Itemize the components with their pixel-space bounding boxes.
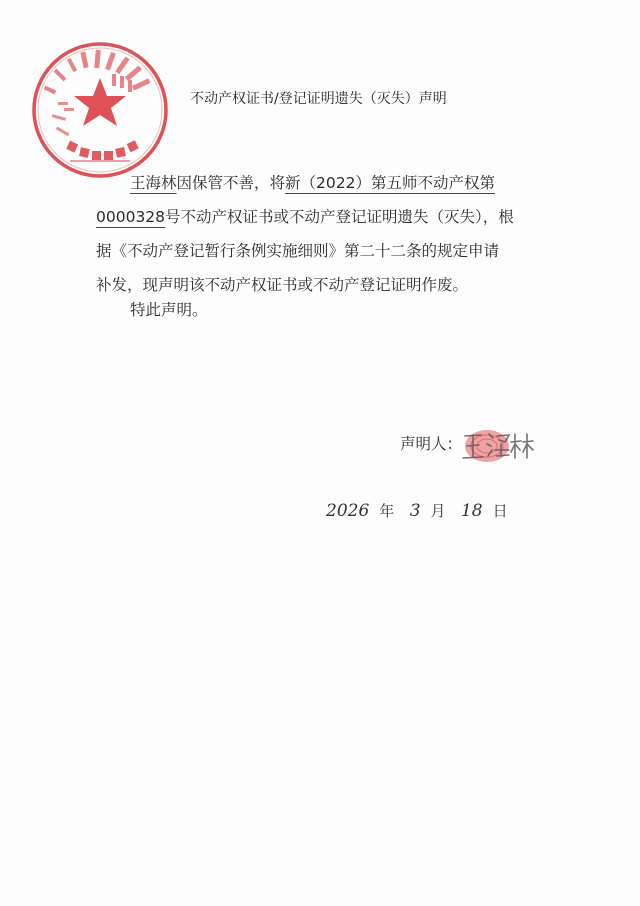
closing-statement: 特此声明。 <box>130 301 208 319</box>
certificate-number-part-b: 0000328 <box>96 208 166 226</box>
declaration-date <box>326 500 518 521</box>
date-year: 2026 <box>326 501 370 521</box>
seal-text <box>34 70 35 71</box>
date-day: 18 <box>460 501 483 521</box>
document-title: 不动产权证书/登记证明遗失（灭失）声明 <box>190 91 447 107</box>
paragraph-line-4 <box>96 268 556 302</box>
declarant-label: 声明人： <box>400 435 463 453</box>
date-month: 3 <box>409 501 421 521</box>
star-icon <box>74 78 126 126</box>
date-day-unit: 日 <box>492 502 508 520</box>
certificate-number-part-a: 新（2022）第五师不动产权第 <box>285 174 495 192</box>
declarant-name: 王海林 <box>130 174 177 192</box>
date-year-unit: 年 <box>379 502 395 520</box>
official-seal-stamp <box>28 38 172 182</box>
paragraph-text-3: 据《不动产登记暂行条例实施细则》第二十二条的规定申请 <box>96 242 500 260</box>
signature-name: 王海林 <box>455 422 458 423</box>
paragraph-line-1 <box>96 166 556 200</box>
handwritten-signature <box>455 422 551 470</box>
declaration-paragraph <box>96 166 556 302</box>
paragraph-text-4: 补发，现声明该不动产权证书或不动产登记证明作废。 <box>96 276 469 294</box>
paragraph-line-3 <box>96 234 556 268</box>
paragraph-line-2 <box>96 200 556 234</box>
date-month-unit: 月 <box>430 502 446 520</box>
paragraph-text-1: 因保管不善，将 <box>176 174 286 192</box>
paragraph-text-2: 号不动产权证书或不动产登记证明遗失（灭失），根 <box>165 208 514 226</box>
